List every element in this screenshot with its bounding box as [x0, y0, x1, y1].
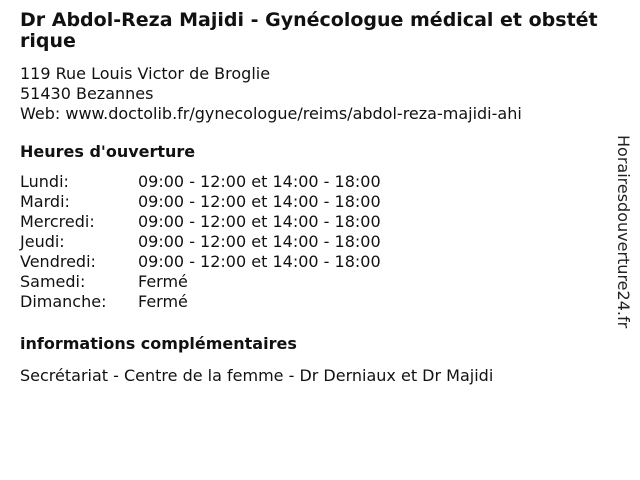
day-label: Vendredi: [20, 252, 96, 271]
day-label: Dimanche: [20, 292, 107, 311]
day-label: Lundi: [20, 172, 69, 191]
hours-row-wednesday [20, 212, 605, 232]
hours-value: 09:00 - 12:00 et 14:00 - 18:00 [138, 192, 381, 211]
hours-row-monday [20, 172, 605, 192]
hours-value: Fermé [138, 272, 188, 291]
additional-info-text: Secrétariat - Centre de la femme - Dr Derniaux et Dr Majidi [20, 366, 494, 385]
site-watermark: Horairesdouverture24.fr [614, 135, 633, 329]
additional-info-heading: informations complémentaires [20, 334, 297, 353]
opening-hours-heading: Heures d'ouverture [20, 142, 196, 161]
hours-row-tuesday [20, 192, 605, 212]
day-label: Samedi: [20, 272, 86, 291]
day-label: Mercredi: [20, 212, 95, 231]
hours-row-friday [20, 252, 605, 272]
hours-row-saturday [20, 272, 605, 292]
hours-value: 09:00 - 12:00 et 14:00 - 18:00 [138, 172, 381, 191]
day-label: Jeudi: [20, 232, 65, 251]
hours-value: 09:00 - 12:00 et 14:00 - 18:00 [138, 212, 381, 231]
opening-hours-table [20, 172, 605, 312]
hours-row-sunday [20, 292, 605, 312]
address-block [20, 64, 605, 124]
hours-value: Fermé [138, 292, 188, 311]
hours-row-thursday [20, 232, 605, 252]
hours-value: 09:00 - 12:00 et 14:00 - 18:00 [138, 252, 381, 271]
day-label: Mardi: [20, 192, 70, 211]
page-title: Dr Abdol-Reza Majidi - Gynécologue médical et obstétrique [20, 9, 598, 52]
city-postcode: 51430 Bezannes [20, 84, 154, 103]
hours-value: 09:00 - 12:00 et 14:00 - 18:00 [138, 232, 381, 251]
street-address: 119 Rue Louis Victor de Broglie [20, 64, 271, 83]
website-line: Web: www.doctolib.fr/gynecologue/reims/abdol-reza-majidi-ahi [20, 104, 522, 123]
business-card [20, 10, 605, 386]
